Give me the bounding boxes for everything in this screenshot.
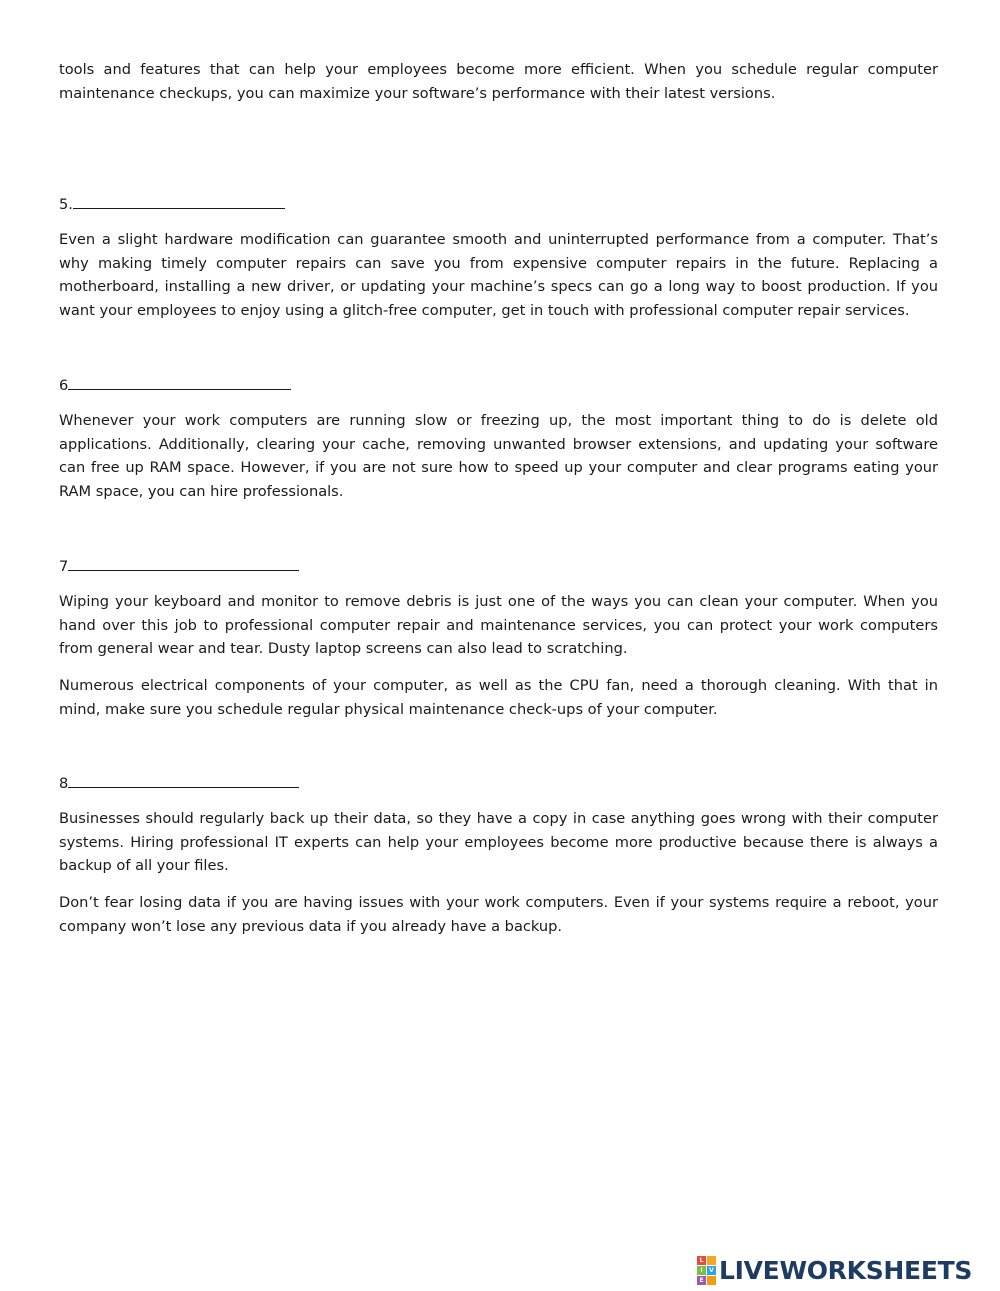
section-7-paragraph-1: Wiping your keyboard and monitor to remove debris is just one of the ways you can clean your computer. When you hand over this job to professional computer repair and maintenance services, you can protect your work computers from general wear and tear. Dusty laptop screens can also lead to scratching. <box>59 593 938 657</box>
section-8-body <box>59 807 938 878</box>
section-7-body-2 <box>59 674 938 721</box>
intro-paragraph: tools and features that can help your employees become more efficient. When you schedule regular computer maintenance checkups, you can maximize your software’s performance with their latest versions. <box>59 61 938 102</box>
logo-cube: L <box>697 1256 706 1265</box>
logo-cube: I <box>697 1266 706 1275</box>
liveworksheets-logo[interactable] <box>697 1255 972 1285</box>
section-number: 7 <box>59 558 69 575</box>
logo-cube: E <box>697 1276 706 1285</box>
logo-cube: V <box>707 1266 716 1275</box>
logo-text: LIVEWORKSHEETS <box>719 1255 973 1285</box>
section-6-paragraph-1: Whenever your work computers are running slow or freezing up, the most important thing to do is delete old applications. Additionally, clearing your cache, removing unwanted browser extensions, and updating your software can free up RAM space. However, if you are not sure how to speed up your computer and clear programs eating your RAM space, you can hire professionals. <box>59 412 938 500</box>
section-5-paragraph-1: Even a slight hardware modification can guarantee smooth and uninterrupted performance from a computer. That’s why making timely computer repairs can save you from expensive computer repairs in the future. Replacing a motherboard, installing a new driver, or updating your machine’s specs can go a long way to boost production. If you want your employees to enjoy using a glitch-free computer, get in touch with professional computer repair services. <box>59 231 938 319</box>
section-7-body <box>59 590 938 661</box>
answer-blank-7[interactable] <box>68 556 299 571</box>
section-number: 8 <box>59 775 69 792</box>
section-number: 5. <box>59 196 73 213</box>
section-8-paragraph-1: Businesses should regularly back up their data, so they have a copy in case anything goes wrong with their computer systems. Hiring professional IT experts can help your employees become more productive because there is always a backup of all your files. <box>59 810 938 874</box>
section-5-heading <box>59 194 285 215</box>
answer-blank-6[interactable] <box>68 375 291 390</box>
logo-cube <box>707 1276 716 1285</box>
intro-continuation <box>59 58 938 105</box>
logo-cube <box>707 1256 716 1265</box>
section-8-heading <box>59 773 299 794</box>
section-8-paragraph-2: Don’t fear losing data if you are having issues with your work computers. Even if your systems require a reboot, your company won’t lose any previous data if you already have a backup. <box>59 894 938 935</box>
answer-blank-8[interactable] <box>68 773 299 788</box>
section-number: 6 <box>59 377 69 394</box>
logo-cubes-icon <box>697 1256 716 1285</box>
section-7-paragraph-2: Numerous electrical components of your computer, as well as the CPU fan, need a thorough cleaning. With that in mind, make sure you schedule regular physical maintenance check-ups of your computer. <box>59 677 938 718</box>
section-6-heading <box>59 375 291 396</box>
section-8-body-2 <box>59 891 938 938</box>
section-7-heading <box>59 556 299 577</box>
section-6-body <box>59 409 938 503</box>
section-5-body <box>59 228 938 322</box>
answer-blank-5[interactable] <box>73 194 285 209</box>
